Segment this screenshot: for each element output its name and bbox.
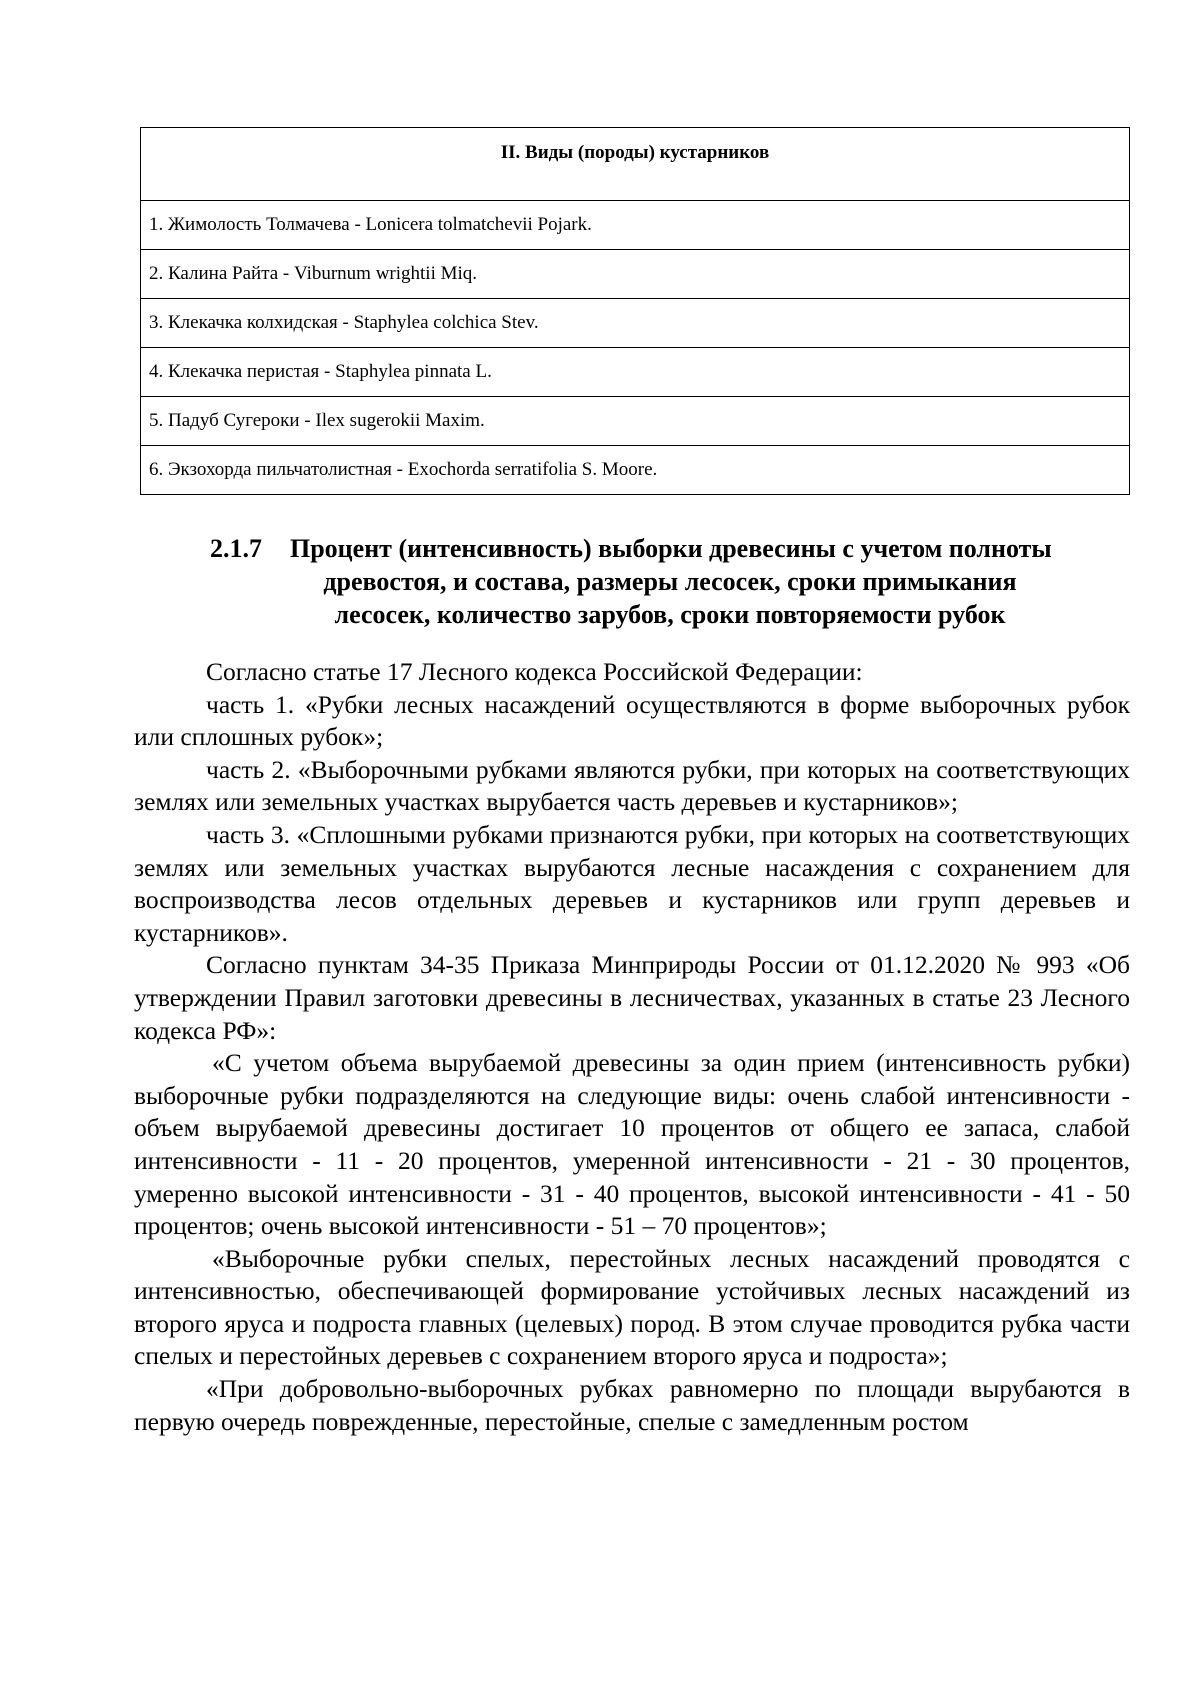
table-row bbox=[141, 250, 1130, 299]
paragraph: часть 1. «Рубки лесных насаждений осуществляются в форме выборочных рубок или сплошных рубок»; bbox=[134, 689, 1130, 752]
section-number: 2.1.7 bbox=[210, 534, 262, 563]
section-heading bbox=[210, 532, 1130, 631]
shrub-species-table bbox=[140, 127, 1130, 495]
body-text bbox=[134, 656, 1130, 1438]
paragraph: часть 2. «Выборочными рубками являются рубки, при которых на соответствующих землях или земельных участках вырубается часть деревьев и кустарников»; bbox=[134, 754, 1130, 817]
table-header: II. Виды (породы) кустарников bbox=[141, 128, 1130, 201]
section-title-text-1: Процент (интенсивность) выборки древесины с учетом полноты bbox=[290, 534, 1052, 563]
table-row bbox=[141, 348, 1130, 397]
paragraph: часть 3. «Сплошными рубками признаются рубки, при которых на соответствующих землях или земельных участках вырубаются лесные насаждения с сохранением для воспроизводства лесов отдельных деревьев и кустарников или групп деревьев и кустарников». bbox=[134, 819, 1130, 947]
table-header-row bbox=[141, 128, 1130, 201]
section-title-line-3: лесосек, количество зарубов, сроки повторяемости рубок bbox=[334, 600, 1006, 629]
table-row bbox=[141, 446, 1130, 495]
table-cell: 2. Калина Райта - Viburnum wrightii Miq. bbox=[141, 250, 1130, 299]
paragraph: «С учетом объема вырубаемой древесины за один прием (интенсивность рубки) выборочные рубки подразделяются на следующие виды: очень слабой интенсивности - объем вырубаемой древесины достигает 10 процентов от общего ее запаса, слабой интенсивности - 11 - 20 процентов, умеренной интенсивности - 21 - 30 процентов, умеренно высокой интенсивности - 31 - 40 процентов, высокой интенсивности - 41 - 50 процентов; очень высокой интенсивности - 51 – 70 процентов»; bbox=[134, 1048, 1130, 1241]
table-row bbox=[141, 397, 1130, 446]
shrub-table-container bbox=[140, 127, 1130, 495]
paragraph: «При добровольно-выборочных рубках равномерно по площади вырубаются в первую очередь поврежденные, перестойные, спелые с замедленным ростом bbox=[134, 1374, 1130, 1436]
section-title-line-1 bbox=[210, 532, 1130, 565]
paragraph: Согласно статье 17 Лесного кодекса Российской Федерации: bbox=[206, 657, 863, 686]
table-cell: 3. Клекачка колхидская - Staphylea colchica Stev. bbox=[141, 299, 1130, 348]
section-title-line-2: древостоя, и состава, размеры лесосек, сроки примыкания bbox=[323, 567, 1017, 596]
table-cell: 6. Экзохорда пильчатолистная - Exochorda serratifolia S. Moore. bbox=[141, 446, 1130, 495]
table-cell: 5. Падуб Сугероки - Ilex sugerokii Maxim. bbox=[141, 397, 1130, 446]
table-cell: 4. Клекачка перистая - Staphylea pinnata L. bbox=[141, 348, 1130, 397]
table-row bbox=[141, 299, 1130, 348]
table-row bbox=[141, 201, 1130, 250]
paragraph: «Выборочные рубки спелых, перестойных лесных насаждений проводятся с интенсивностью, обеспечивающей формирование устойчивых лесных насаждений из второго яруса и подроста главных (целевых) пород. В этом случае проводится рубка части спелых и перестойных деревьев с сохранением второго яруса и подроста»; bbox=[134, 1243, 1130, 1371]
paragraph: Согласно пунктам 34-35 Приказа Минприроды России от 01.12.2020 № 993 «Об утверждении Правил заготовки древесины в лесничествах, указанных в статье 23 Лесного кодекса РФ»: bbox=[134, 950, 1130, 1045]
table-cell: 1. Жимолость Толмачева - Lonicera tolmatchevii Pojark. bbox=[141, 201, 1130, 250]
